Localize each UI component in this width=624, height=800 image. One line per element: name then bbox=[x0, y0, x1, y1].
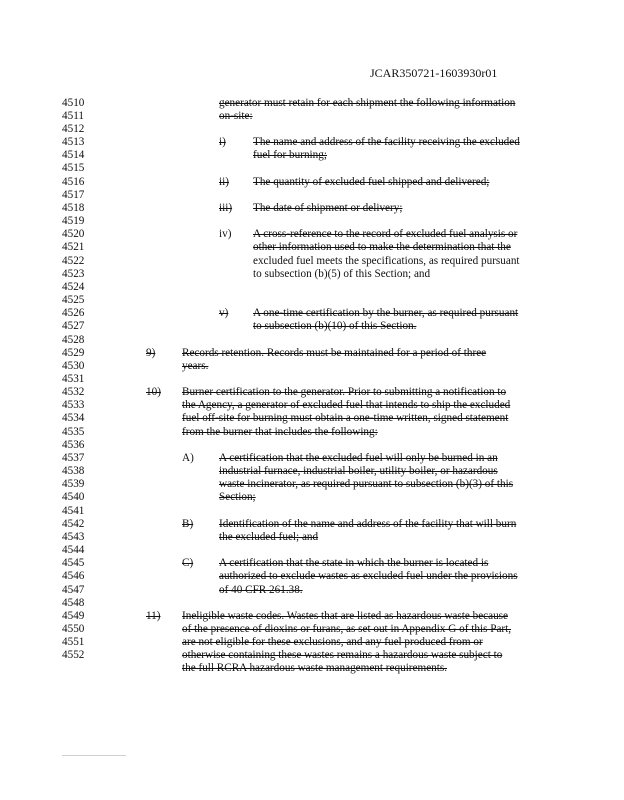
paragraph-label: 10) bbox=[146, 386, 161, 398]
text-line: The quantity of excluded fuel shipped and delivered; bbox=[253, 176, 490, 188]
line-number: 4510 bbox=[62, 97, 85, 109]
text-line: The date of shipment or delivery; bbox=[253, 202, 403, 214]
line-number: 4526 bbox=[62, 307, 85, 319]
footer-rule bbox=[62, 755, 126, 756]
line-number: 4535 bbox=[62, 426, 85, 438]
line-number: 4546 bbox=[62, 570, 85, 582]
line-number: 4516 bbox=[62, 176, 85, 188]
line-number: 4541 bbox=[62, 505, 85, 517]
document-id: JCAR350721-1603930r01 bbox=[370, 66, 498, 80]
item-label: B) bbox=[182, 518, 194, 530]
line-number: 4524 bbox=[62, 281, 85, 293]
line-number: 4537 bbox=[62, 452, 85, 464]
line-number: 4543 bbox=[62, 531, 85, 543]
line-number: 4521 bbox=[62, 241, 85, 253]
line-number: 4523 bbox=[62, 268, 85, 280]
line-number: 4544 bbox=[62, 544, 85, 556]
text-line: Ineligible waste codes. Wastes that are listed as hazardous waste because bbox=[182, 610, 509, 622]
line-number: 4534 bbox=[62, 412, 85, 424]
text-line: The name and address of the facility receiving the excluded bbox=[253, 136, 520, 148]
text-line: the excluded fuel; and bbox=[219, 531, 319, 543]
text-line: years. bbox=[182, 360, 209, 372]
text-line: other information used to make the determination that the bbox=[253, 241, 511, 253]
line-number: 4552 bbox=[62, 649, 85, 661]
item-label: iv) bbox=[219, 228, 232, 240]
line-number: 4533 bbox=[62, 399, 85, 411]
text-line: otherwise containing these wastes remains a hazardous waste subject to bbox=[182, 649, 503, 661]
item-label: i) bbox=[219, 136, 226, 148]
text-line: of 40 CFR 261.38. bbox=[219, 584, 303, 596]
text-line: the Agency, a generator of excluded fuel that intends to ship the excluded bbox=[182, 399, 511, 411]
line-number: 4550 bbox=[62, 623, 85, 635]
line-number: 4532 bbox=[62, 386, 85, 398]
line-number: 4511 bbox=[62, 110, 84, 122]
text-line: Identification of the name and address of the facility that will burn bbox=[219, 518, 517, 530]
text-line: on-site: bbox=[219, 110, 253, 122]
paragraph-label: 9) bbox=[146, 347, 156, 359]
text-line: the full RCRA hazardous waste management requirements. bbox=[182, 662, 448, 674]
text-line: waste incinerator, as required pursuant to subsection (b)(3) of this bbox=[219, 478, 514, 490]
line-number: 4520 bbox=[62, 228, 85, 240]
text-line: A one-time certification by the burner, as required pursuant bbox=[253, 307, 519, 319]
text-line: industrial furnace, industrial boiler, utility boiler, or hazardous bbox=[219, 465, 498, 477]
line-number: 4542 bbox=[62, 518, 85, 530]
line-number: 4530 bbox=[62, 360, 85, 372]
line-number: 4512 bbox=[62, 123, 85, 135]
line-number: 4514 bbox=[62, 149, 85, 161]
text-line: authorized to exclude wastes as excluded fuel under the provisions bbox=[219, 570, 518, 582]
text-line: fuel off-site for burning must obtain a one-time written, signed statement bbox=[182, 412, 509, 424]
text-line: excluded fuel meets the specifications, as required pursuant bbox=[253, 255, 520, 267]
line-number: 4528 bbox=[62, 334, 85, 346]
line-number: 4551 bbox=[62, 636, 85, 648]
text-line: of the presence of dioxins or furans, as set out in Appendix G of this Part, bbox=[182, 623, 512, 635]
line-number: 4518 bbox=[62, 202, 85, 214]
text-line: fuel for burning; bbox=[253, 149, 327, 161]
item-label: A) bbox=[182, 452, 194, 464]
item-label: C) bbox=[182, 557, 194, 569]
item-label: v) bbox=[219, 307, 229, 319]
text-line: A certification that the excluded fuel will only be burned in an bbox=[219, 452, 498, 464]
text-line: Burner certification to the generator. Prior to submitting a notification to bbox=[182, 386, 507, 398]
item-label: ii) bbox=[219, 176, 229, 188]
line-number: 4527 bbox=[62, 320, 85, 332]
line-number: 4549 bbox=[62, 610, 85, 622]
line-number: 4538 bbox=[62, 465, 85, 477]
line-number: 4539 bbox=[62, 478, 85, 490]
line-number: 4545 bbox=[62, 557, 85, 569]
line-number: 4517 bbox=[62, 189, 85, 201]
line-number: 4529 bbox=[62, 347, 85, 359]
item-label: iii) bbox=[219, 202, 233, 214]
text-line: are not eligible for these exclusions, and any fuel produced from or bbox=[182, 636, 483, 648]
text-line: from the burner that includes the following: bbox=[182, 426, 378, 438]
text-line: A certification that the state in which the burner is located is bbox=[219, 557, 489, 569]
line-number: 4522 bbox=[62, 255, 85, 267]
line-number: 4531 bbox=[62, 373, 85, 385]
line-number: 4525 bbox=[62, 294, 85, 306]
text-line: Records retention. Records must be maintained for a period of three bbox=[182, 347, 487, 359]
text-line: to subsection (b)(5) of this Section; and bbox=[253, 268, 431, 280]
text-line: Section; bbox=[219, 491, 256, 503]
line-number: 4513 bbox=[62, 136, 85, 148]
line-number: 4548 bbox=[62, 597, 85, 609]
text-line: A cross-reference to the record of excluded fuel analysis or bbox=[253, 228, 518, 240]
paragraph-label: 11) bbox=[146, 610, 161, 622]
line-number: 4540 bbox=[62, 491, 85, 503]
line-number: 4547 bbox=[62, 584, 85, 596]
text-line: generator must retain for each shipment the following information bbox=[219, 97, 516, 109]
line-number: 4515 bbox=[62, 162, 85, 174]
line-number: 4536 bbox=[62, 439, 85, 451]
line-number: 4519 bbox=[62, 215, 85, 227]
text-line: to subsection (b)(10) of this Section. bbox=[253, 320, 417, 332]
